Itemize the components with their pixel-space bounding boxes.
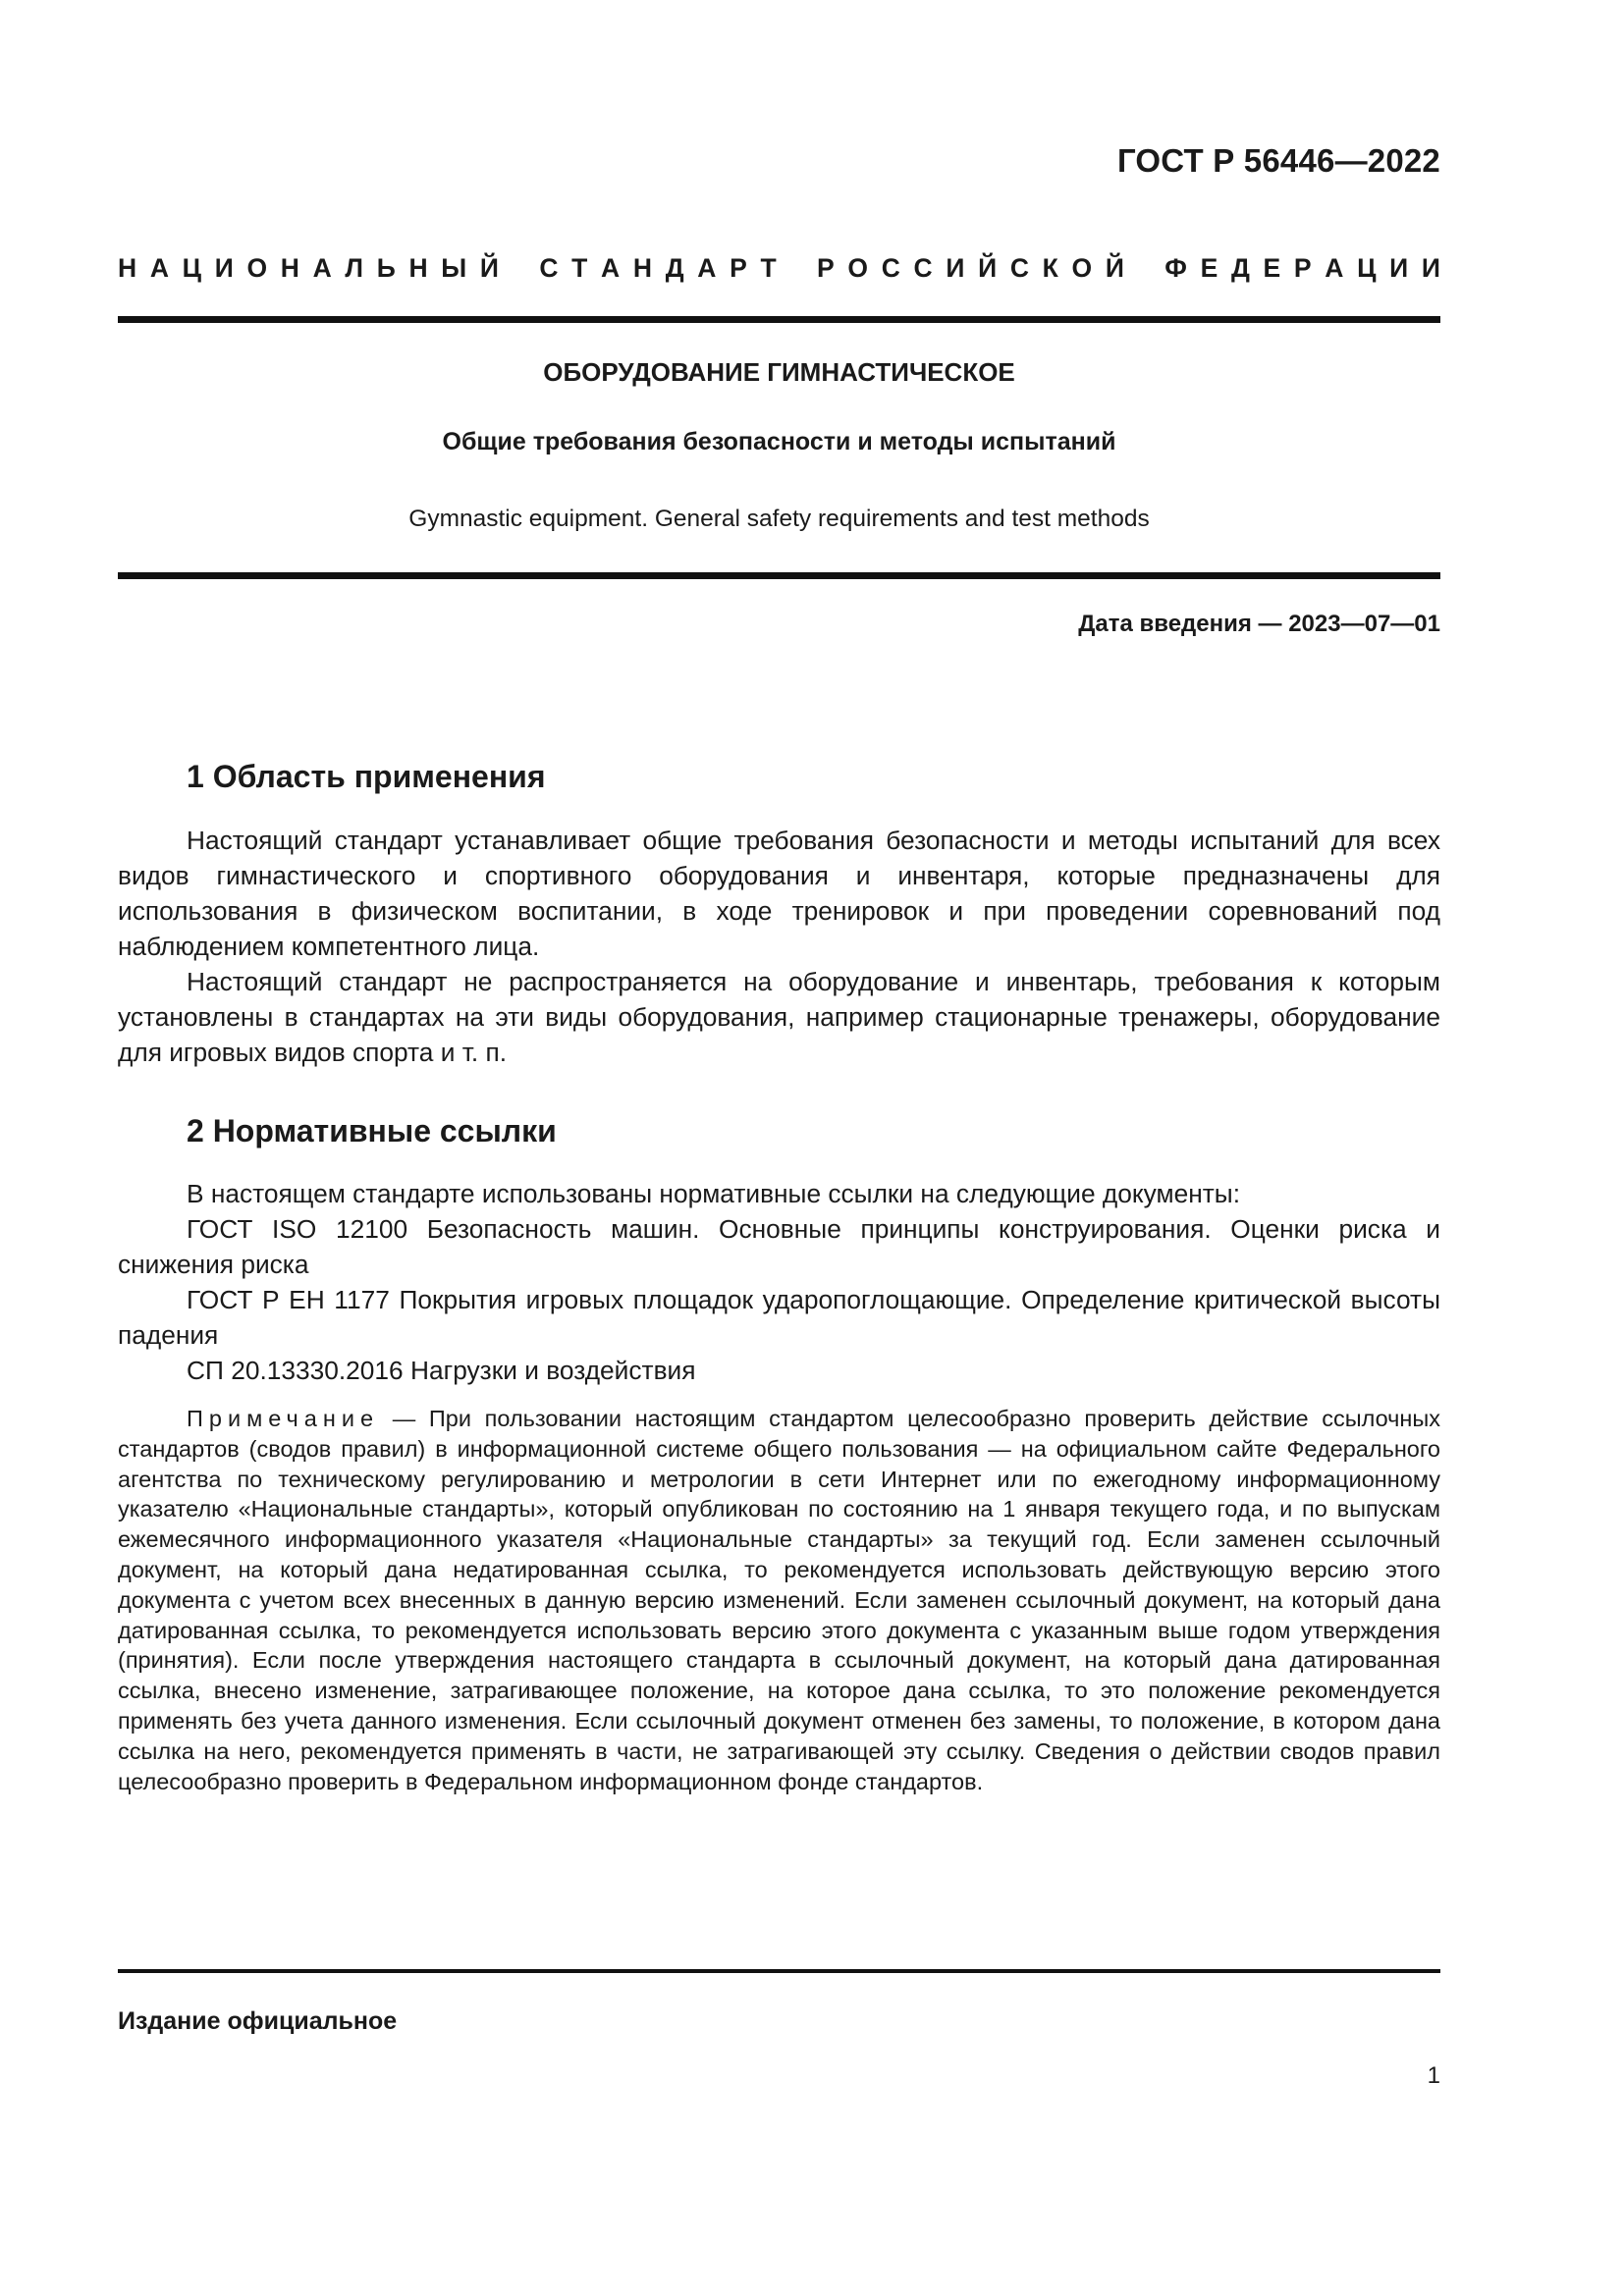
standard-type-letter: С <box>913 253 933 283</box>
standard-type-letter: К <box>1042 253 1058 283</box>
standard-type-letter: Р <box>1293 253 1312 283</box>
section-2-note <box>118 1404 1440 1796</box>
standard-type-letter: Й <box>1105 253 1124 283</box>
standard-type-letter <box>1138 253 1152 284</box>
section-2-heading: 2 Нормативные ссылки <box>187 1113 557 1148</box>
standard-type-letter: О <box>847 253 869 283</box>
standard-type-letter: Н <box>280 253 299 283</box>
standard-type-letter: Р <box>817 253 835 283</box>
section-1-paragraph-2: Настоящий стандарт не распространяется на оборудование и инвентарь, требования к которым установлены в стандартах на эти виды оборудования, например стационарные тренажеры, оборудование для игровых видов спорта и т. п. <box>118 967 1440 1067</box>
standard-type-letter: Й <box>479 253 499 283</box>
top-rule-lower <box>118 572 1440 579</box>
standard-code: ГОСТ Р 56446—2022 <box>1116 142 1440 179</box>
standard-type-letter: И <box>1421 253 1440 283</box>
standard-type-letter: И <box>214 253 234 283</box>
section-2-intro: В настоящем стандарте использованы нормативные ссылки на следующие документы: <box>187 1179 1240 1208</box>
standard-type-letter: Р <box>730 253 747 283</box>
standard-type-letter: С <box>539 253 559 283</box>
standard-type-letter: Н <box>408 253 428 283</box>
standard-type-letter: Ц <box>182 253 202 283</box>
standard-type-letter: Ь <box>376 253 396 283</box>
standard-type-letter: Л <box>345 253 364 283</box>
page-number: 1 <box>1427 2062 1440 2089</box>
standard-type-letter: Е <box>1263 253 1281 283</box>
standard-type-letter: А <box>1325 253 1344 283</box>
standard-type-letter: А <box>312 253 332 283</box>
standard-type-letter: Н <box>118 253 137 283</box>
section-1-paragraph-1: Настоящий стандарт устанавливает общие требования безопасности и методы испытаний для всех видов гимнастического и спортивного оборудования и инвентаря, которые предназначены для использования в физическом воспитании, в ходе тренировок и при проведении соревнований под наблюдением компетентного лица. <box>118 826 1440 961</box>
reference-gost-iso-12100: ГОСТ ISO 12100 Безопасность машин. Основные принципы конструирования. Оценки риска и снижения риска <box>118 1214 1440 1279</box>
standard-type-letter: Т <box>571 253 588 283</box>
document-title-english: Gymnastic equipment. General safety requirements and test methods <box>408 506 1150 532</box>
top-rule-upper <box>118 316 1440 323</box>
reference-gost-r-en-1177: ГОСТ Р ЕН 1177 Покрытия игровых площадок ударопоглощающие. Определение критической высоты падения <box>118 1285 1440 1350</box>
section-1-heading: 1 Область применения <box>187 759 546 794</box>
standard-type-letter <box>513 253 526 284</box>
standard-type-letter: Д <box>1230 253 1250 283</box>
standard-type-letter: С <box>881 253 900 283</box>
standard-type-letter: Й <box>978 253 998 283</box>
standard-type-letter <box>789 253 803 284</box>
standard-type-letter: С <box>1009 253 1029 283</box>
standard-type-letter: О <box>1071 253 1093 283</box>
standard-type-letter: Н <box>632 253 652 283</box>
standard-type-letter: Ц <box>1357 253 1377 283</box>
standard-type-letter: А <box>149 253 169 283</box>
standard-type-letter: А <box>697 253 717 283</box>
standard-type-letter: Т <box>760 253 777 283</box>
standard-type-letter: И <box>946 253 965 283</box>
standard-type-letter: Ф <box>1164 253 1187 283</box>
note-text: — При пользовании настоящим стандартом целесообразно проверить действие ссылочных стандартов (сводов правил) в информационной системе общего пользования — на официальном сайте Федерального агентства по техническому регулированию и метрологии в сети Интернет или по ежегодному информационному указателю «Национальные стандарты», который опубликован по состоянию на 1 января текущего года, и по выпускам ежемесячного информационного указателя «Национальные стандарты» за текущий год. Если заменен ссылочный документ, на который дана недатированная ссылка, то рекомендуется использовать действующую версию этого документа с учетом всех внесенных в данную версию изменений. Если заменен ссылочный документ, на который дана датированная ссылка, то рекомендуется использовать версию этого документа с указанным выше годом утверждения (принятия). Если после утверждения настоящего стандарта в ссылочный документ, на который дана датированная ссылка, внесено изменение, затрагивающее положение, на которое дана ссылка, то это положение рекомендуется применять без учета данного изменения. Если ссылочный документ отменен без замены, то положение, в котором дана ссылка на него, рекомендуется применять в части, не затрагивающей эту ссылку. Сведения о действии сводов правил целесообразно проверить в Федеральном информационном фонде стандартов. <box>118 1406 1440 1794</box>
standard-type-letter: Ы <box>441 253 467 283</box>
standard-type-letter: Д <box>665 253 684 283</box>
standard-type-letter: О <box>246 253 268 283</box>
note-label: Примечание <box>187 1406 380 1431</box>
standard-type-letter: Е <box>1200 253 1218 283</box>
standard-type-heading <box>118 253 1440 284</box>
official-edition-label: Издание официальное <box>118 2007 398 2035</box>
standard-type-letter: И <box>1389 253 1409 283</box>
reference-sp-20-13330: СП 20.13330.2016 Нагрузки и воздействия <box>187 1356 696 1385</box>
document-title: ОБОРУДОВАНИЕ ГИМНАСТИЧЕСКОЕ <box>543 357 1015 387</box>
standard-type-letter: А <box>601 253 621 283</box>
introduction-date: Дата введения — 2023—07—01 <box>1078 611 1440 637</box>
footer-rule <box>118 1969 1440 1973</box>
document-subtitle: Общие требования безопасности и методы испытаний <box>442 428 1116 455</box>
